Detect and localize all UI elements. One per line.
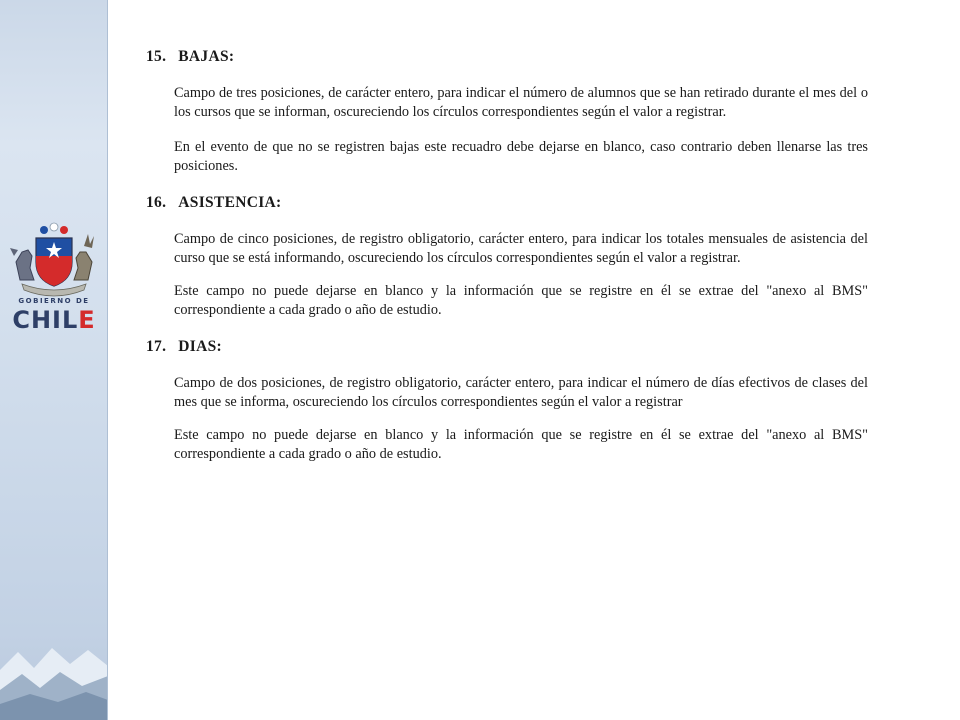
section-bajas	[146, 48, 868, 176]
section-paragraph: Campo de cinco posiciones, de registro obligatorio, carácter entero, para indicar los totales mensuales de asistencia del curso que se está informando, oscureciendo los círculos correspondientes según el valor a registrar.	[174, 231, 868, 266]
mountains-image	[0, 630, 108, 720]
section-paragraph: Este campo no puede dejarse en blanco y la información que se registre en él se extrae del "anexo al BMS" correspondiente a cada grado o año de estudio.	[174, 427, 868, 462]
section-number: 16.	[146, 194, 167, 211]
section-paragraph: En el evento de que no se registren bajas este recuadro debe dejarse en blanco, caso contrario deben llenarse las tres posiciones.	[174, 139, 868, 174]
section-asistencia	[146, 194, 868, 320]
logo-wordmark: CHILE	[12, 306, 96, 334]
section-title: DIAS:	[178, 338, 222, 355]
section-dias	[146, 338, 868, 464]
document-body	[146, 48, 868, 482]
sidebar-panel	[0, 0, 108, 720]
section-number: 17.	[146, 338, 167, 355]
section-number: 15.	[146, 48, 167, 65]
section-title: BAJAS:	[178, 48, 235, 65]
section-paragraph: Campo de tres posiciones, de carácter entero, para indicar el número de alumnos que se han retirado durante el mes del o los cursos que se informan, oscureciendo los círculos correspondientes según el valor a registrar.	[174, 85, 868, 120]
logo-caption: GOBIERNO DE	[18, 297, 90, 305]
section-paragraph: Campo de dos posiciones, de registro obligatorio, carácter entero, para indicar el número de días efectivos de clases del mes que se informa, oscureciendo los círculos correspondientes según el valor a registrar	[174, 375, 868, 410]
section-paragraph: Este campo no puede dejarse en blanco y la información que se registre en él se extrae del "anexo al BMS" correspondiente a cada grado o año de estudio.	[174, 283, 868, 318]
section-heading	[146, 338, 868, 356]
section-heading	[146, 48, 868, 66]
section-title: ASISTENCIA:	[178, 194, 282, 211]
section-heading	[146, 194, 868, 212]
